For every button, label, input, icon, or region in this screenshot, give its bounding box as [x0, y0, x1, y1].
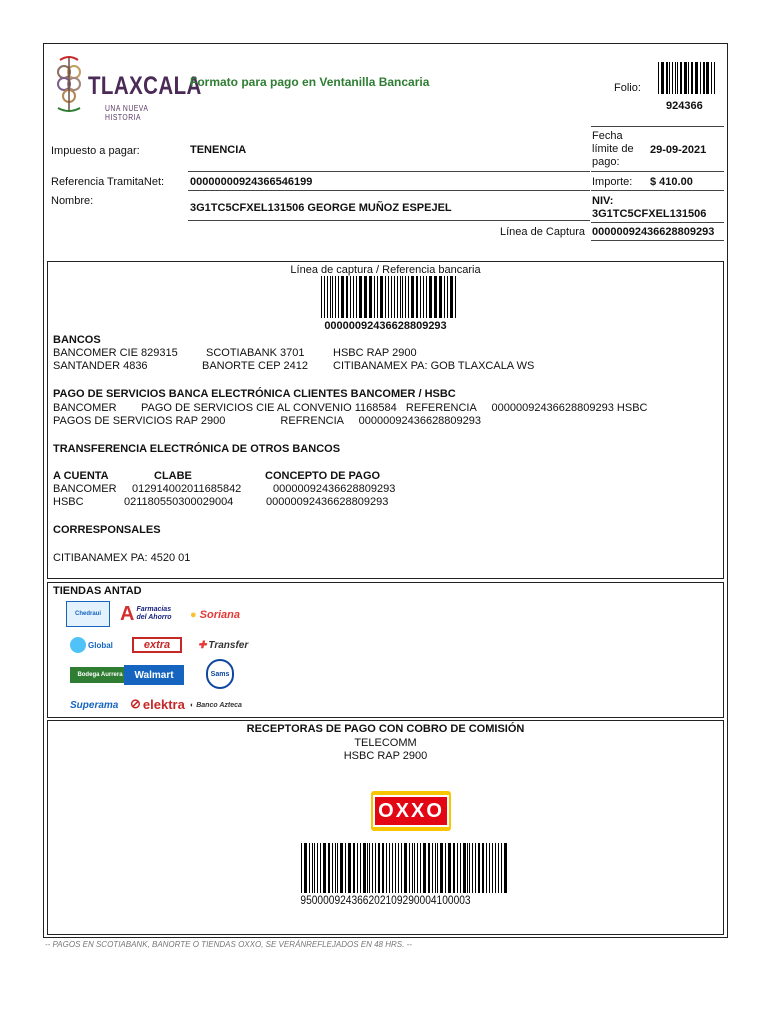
barcode-bar [416, 276, 418, 318]
barcode-bar [397, 276, 398, 318]
barcode-bar [363, 843, 366, 893]
barcode-bar [423, 276, 424, 318]
barcode-bar [380, 276, 383, 318]
barcode-bar [711, 62, 712, 94]
barcode-bar [377, 276, 378, 318]
barcode-bar [475, 843, 476, 893]
barcode-bar [463, 843, 466, 893]
impuesto-value: TENENCIA [190, 144, 247, 156]
barcode-bar [388, 276, 389, 318]
barcode-bar [317, 843, 318, 893]
barcode-bar [680, 62, 682, 94]
barcode-bar [409, 843, 410, 893]
barcode-bar [501, 843, 502, 893]
barcode-bar [703, 62, 705, 94]
transfer-clabe: 021180550300029004 [124, 496, 234, 508]
barcode-bar [428, 843, 430, 893]
barcode-bar [453, 843, 455, 893]
barcode-bar [372, 843, 373, 893]
barcode-bar [341, 276, 344, 318]
barcode-bar [309, 843, 310, 893]
banco-banorte: BANORTE CEP 2412 [202, 360, 308, 372]
logo-title: TLAXCALA [88, 72, 202, 100]
barcode-bar [467, 843, 468, 893]
extra-logo: extra [132, 637, 182, 653]
bodega-aurrera-logo: Bodega Aurrera [70, 667, 130, 683]
barcode-bar [695, 62, 698, 94]
divider [591, 240, 724, 241]
barcode-bar [486, 843, 487, 893]
barcode-bar [375, 843, 376, 893]
barcode-bar [489, 843, 490, 893]
importe-value: $ 410.00 [650, 176, 693, 188]
barcode-bar [304, 843, 307, 893]
barcode-bar [706, 62, 709, 94]
oxxo-logo [371, 791, 451, 831]
barcode-bar [357, 843, 358, 893]
barcode-bar [412, 843, 413, 893]
barcode-bar [423, 843, 426, 893]
banco-bancomer: BANCOMER CIE 829315 [53, 347, 178, 359]
barcode-bar [385, 276, 386, 318]
barcode-bar [417, 843, 418, 893]
barcode-bar [414, 843, 415, 893]
walmart-logo: Walmart [124, 665, 184, 685]
receptoras-hsbc: HSBC RAP 2900 [343, 750, 428, 762]
transfer-cuenta: HSBC [53, 496, 84, 508]
barcode-bar [338, 276, 339, 318]
barcode-bar [677, 62, 678, 94]
barcode-bar [482, 843, 484, 893]
payment-form [43, 43, 728, 938]
barcode-bar [661, 62, 664, 94]
barcode-bar [495, 843, 496, 893]
banco-azteca-logo: ◐ Banco Azteca [190, 701, 242, 709]
niv-label: NIV: [592, 195, 614, 207]
barcode-bar [301, 843, 302, 893]
captura-section [47, 261, 724, 579]
barcode-bar [395, 843, 396, 893]
barcode-bar [374, 276, 375, 318]
barcode-bar [447, 276, 448, 318]
corresponsales-heading: CORRESPONSALES [53, 524, 161, 536]
barcode-bar [382, 843, 384, 893]
barcode-bar [437, 843, 438, 893]
receptoras-section [47, 720, 724, 935]
fecha-value: 29-09-2021 [650, 144, 707, 156]
barcode-bar [444, 276, 445, 318]
barcode-bar [353, 843, 355, 893]
barcode-bar [492, 843, 493, 893]
barcode-bar [448, 843, 451, 893]
banco-hsbc: HSBC RAP 2900 [333, 347, 417, 359]
barcode-bar [364, 276, 367, 318]
barcode-bar [434, 276, 437, 318]
divider [591, 171, 724, 172]
oxxo-label: OXXO [378, 800, 444, 822]
corresponsales-line: CITIBANAMEX PA: 4520 01 [53, 552, 191, 564]
soriana-logo: ● Soriana [190, 609, 241, 621]
barcode-bar [398, 843, 399, 893]
barcode-bar [340, 843, 343, 893]
barcode-bar [392, 843, 393, 893]
barcode-bar [386, 843, 387, 893]
barcode-bar [666, 62, 668, 94]
receptoras-telecomm: TELECOMM [354, 737, 417, 749]
barcode-bar [332, 276, 333, 318]
soriana-label: Soriana [199, 609, 241, 621]
barcode-bar [353, 276, 354, 318]
barcode-bar [440, 843, 443, 893]
pago-servicios-line2: PAGOS DE SERVICIOS RAP 2900 REFRENCIA 00000092436628809293 [53, 415, 482, 427]
farmacias-ahorro-label: Farmacias del Ahorro [136, 606, 172, 621]
barcode-bar [478, 843, 480, 893]
barcode-bar [455, 276, 456, 318]
barcode-bar [350, 276, 351, 318]
logo-subtitle: UNA NUEVA HISTORIA [105, 104, 149, 122]
transfer-label: Transfer [208, 639, 249, 651]
footer-note: -- PAGOS EN SCOTIABANK, BANORTE O TIENDAS OXXO, SE VERÁNREFLEJADOS EN 48 HRS. -- [45, 940, 412, 949]
barcode-bar [460, 843, 461, 893]
referencia-value: 00000000924366546199 [190, 176, 313, 188]
tiendas-heading: TIENDAS ANTAD [53, 585, 142, 597]
barcode-bar [401, 843, 402, 893]
barcode-bar [394, 276, 395, 318]
receptoras-heading: RECEPTORAS DE PAGO CON COBRO DE COMISIÓN [246, 723, 525, 735]
farmacias-ahorro-logo: A Farmacias del Ahorro [120, 601, 178, 627]
barcode-bar [330, 276, 331, 318]
importe-label: Importe: [592, 176, 633, 188]
barcode-bar [335, 843, 336, 893]
barcode-bar [714, 62, 715, 94]
elektra-label: elektra [142, 696, 185, 712]
captura-barcode-text: 00000092436628809293 [324, 320, 447, 332]
oxxo-barcode [301, 843, 507, 893]
barcode-bar [672, 62, 673, 94]
col-concepto: CONCEPTO DE PAGO [265, 470, 381, 482]
barcode-bar [457, 843, 458, 893]
barcode-bar [426, 276, 427, 318]
barcode-bar [498, 843, 499, 893]
barcode-bar [504, 843, 507, 893]
folio-number: 924366 [666, 100, 703, 112]
sams-logo: Sams [206, 659, 234, 689]
linea-captura-label: Línea de Captura [500, 226, 586, 238]
barcode-bar [360, 843, 361, 893]
divider [188, 171, 590, 172]
barcode-bar [669, 62, 670, 94]
col-clabe: CLABE [154, 470, 192, 482]
niv-value: 3G1TC5CFXEL131506 [592, 208, 707, 220]
col-cuenta: A CUENTA [53, 470, 109, 482]
banco-scotiabank: SCOTIABANK 3701 [206, 347, 305, 359]
folio-label: Folio: [614, 82, 641, 94]
divider [188, 220, 590, 221]
barcode-bar [328, 843, 330, 893]
barcode-bar [450, 276, 453, 318]
banco-azteca-label: Banco Azteca [196, 701, 242, 709]
divider [591, 190, 724, 191]
barcode-bar [429, 276, 432, 318]
barcode-bar [420, 276, 421, 318]
transferencia-heading: TRANSFERENCIA ELECTRÓNICA DE OTROS BANCOS [53, 443, 341, 455]
chedraui-logo: Chedraui [66, 601, 110, 627]
divider [591, 126, 724, 127]
barcode-bar [408, 276, 409, 318]
barcode-bar [332, 843, 333, 893]
transfer-clabe: 012914002011685842 [132, 483, 242, 495]
divider [591, 222, 724, 223]
barcode-bar [389, 843, 390, 893]
divider [188, 190, 590, 191]
barcode-bar [405, 276, 406, 318]
oxxo-barcode-text: 950000924366202109290004100003 [300, 893, 471, 907]
impuesto-label: Impuesto a pagar: [51, 145, 140, 157]
form-title: Formato para pago en Ventanilla Bancaria [190, 75, 430, 89]
barcode-bar [324, 276, 325, 318]
banco-citibanamex: CITIBANAMEX PA: GOB TLAXCALA WS [333, 360, 535, 372]
barcode-bar [675, 62, 676, 94]
superama-logo: Superama [70, 699, 119, 711]
barcode-bar [472, 843, 473, 893]
barcode-bar [367, 843, 368, 893]
bancos-heading: BANCOS [53, 334, 101, 346]
barcode-bar [346, 276, 348, 318]
barcode-bar [314, 843, 315, 893]
barcode-bar [400, 276, 401, 318]
nombre-label: Nombre: [51, 195, 94, 207]
barcode-bar [327, 276, 328, 318]
barcode-bar [345, 843, 346, 893]
tlaxcala-logo [52, 52, 202, 122]
barcode-bar [658, 62, 659, 94]
barcode-bar [439, 276, 442, 318]
barcode-bar [404, 843, 407, 893]
referencia-label: Referencia TramitaNet: [51, 176, 165, 188]
barcode-bar [369, 276, 372, 318]
pago-servicios-line1: BANCOMER PAGO DE SERVICIOS CIE AL CONVENIO 1168584 REFERENCIA 00000092436628809293 HSBC [53, 402, 648, 414]
global-label: Global [88, 640, 113, 650]
nombre-value: 3G1TC5CFXEL131506 GEORGE MUÑOZ ESPEJEL [190, 202, 452, 214]
barcode-bar [402, 276, 403, 318]
linea-captura-value: 00000092436628809293 [592, 226, 715, 238]
barcode-bar [335, 276, 336, 318]
banco-santander: SANTANDER 4836 [53, 360, 148, 372]
barcode-bar [323, 843, 326, 893]
barcode-bar [435, 843, 436, 893]
barcode-bar [356, 276, 357, 318]
fecha-label: Fecha límite de pago: [592, 130, 634, 168]
barcode-bar [378, 843, 380, 893]
transfer-concepto: 00000092436628809293 [273, 483, 396, 495]
barcode-bar [369, 843, 370, 893]
transfer-cuenta: BANCOMER [53, 483, 117, 495]
barcode-bar [445, 843, 446, 893]
captura-barcode [321, 276, 459, 318]
elektra-logo: ⊘ elektra [130, 696, 185, 712]
barcode-bar [691, 62, 693, 94]
barcode-bar [312, 843, 313, 893]
barcode-bar [348, 843, 351, 893]
tlaxcala-emblem-icon [52, 52, 92, 116]
barcode-bar [688, 62, 689, 94]
tiendas-section [47, 582, 724, 718]
barcode-bar [391, 276, 392, 318]
barcode-bar [321, 276, 322, 318]
transfer-logo: ✚ Transfer [198, 639, 249, 651]
global-logo [70, 633, 113, 657]
transfer-concepto: 00000092436628809293 [266, 496, 389, 508]
barcode-bar [359, 276, 362, 318]
barcode-bar [411, 276, 414, 318]
captura-title: Línea de captura / Referencia bancaria [290, 264, 481, 276]
pago-servicios-heading: PAGO DE SERVICIOS BANCA ELECTRÓNICA CLIENTES BANCOMER / HSBC [53, 388, 456, 400]
barcode-bar [684, 62, 687, 94]
folio-barcode [658, 62, 716, 94]
barcode-bar [337, 843, 338, 893]
barcode-bar [469, 843, 470, 893]
barcode-bar [420, 843, 421, 893]
barcode-bar [432, 843, 433, 893]
barcode-bar [700, 62, 701, 94]
barcode-bar [320, 843, 321, 893]
